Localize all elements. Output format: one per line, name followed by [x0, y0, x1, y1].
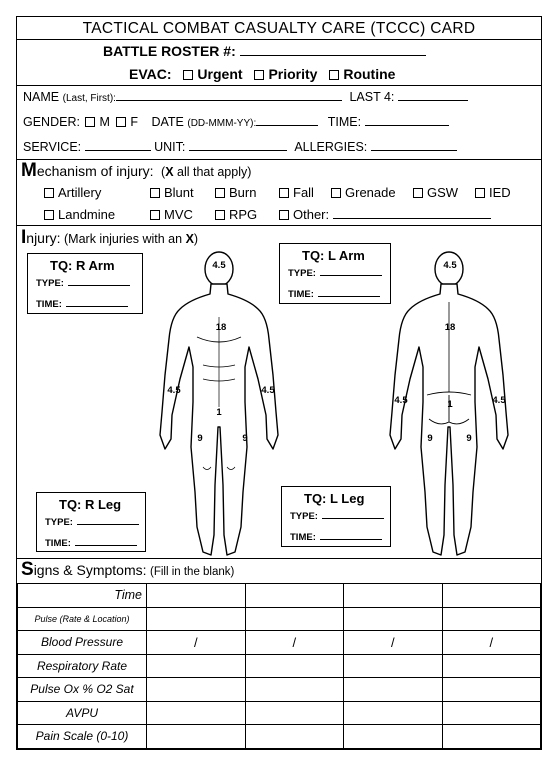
table-cell[interactable]	[344, 607, 443, 631]
date-label: DATE	[151, 115, 184, 129]
table-cell[interactable]	[344, 678, 443, 702]
mechanism-option-blunt[interactable]: Blunt	[150, 185, 194, 200]
front-head-label: 4.5	[212, 260, 226, 271]
tq-time-input[interactable]	[75, 536, 137, 546]
table-cell[interactable]	[147, 701, 246, 725]
signs-heading: Signs & Symptoms: (Fill in the blank)	[21, 559, 235, 580]
table-row	[18, 725, 541, 749]
tq-right-leg-title: TQ: R Leg	[59, 497, 122, 512]
mechanism-option-artillery[interactable]: Artillery	[44, 185, 101, 200]
tq-left-leg-title: TQ: L Leg	[304, 491, 365, 506]
back-torso-label: 18	[444, 322, 456, 333]
tq-time-input[interactable]	[66, 297, 128, 307]
table-cell[interactable]	[245, 654, 344, 678]
bp-cell[interactable]: /	[344, 631, 443, 655]
tq-right-leg-box[interactable]	[36, 492, 146, 552]
back-head-label: 4.5	[443, 260, 457, 271]
table-row	[18, 631, 541, 655]
mechanism-option-other[interactable]: Other:	[279, 207, 491, 222]
table-cell[interactable]	[442, 725, 541, 749]
name-hint: (Last, First):	[62, 93, 116, 104]
table-row	[18, 654, 541, 678]
tq-right-arm-title: TQ: R Arm	[50, 258, 115, 273]
evac-option-urgent[interactable]: Urgent	[183, 66, 242, 82]
bp-cell[interactable]: /	[442, 631, 541, 655]
tq-type-input[interactable]	[322, 509, 384, 519]
evac-label: EVAC:	[129, 66, 172, 82]
table-cell[interactable]	[442, 654, 541, 678]
name-label: NAME	[23, 90, 60, 104]
row-label-pulse-ox: Pulse Ox % O2 Sat	[18, 678, 147, 702]
back-right-arm-label: 4.5	[492, 395, 506, 406]
mechanism-option-ied[interactable]: IED	[475, 185, 511, 200]
card-title: TACTICAL COMBAT CASUALTY CARE (TCCC) CARD	[82, 20, 476, 37]
front-body-figure[interactable]	[160, 252, 278, 555]
bp-cell[interactable]: /	[147, 631, 246, 655]
mechanism-option-gsw[interactable]: GSW	[413, 185, 458, 200]
table-cell[interactable]	[344, 584, 443, 608]
tq-type-input[interactable]	[68, 276, 130, 286]
table-cell[interactable]	[442, 701, 541, 725]
mechanism-heading: Mechanism of injury: (X all that apply)	[21, 160, 252, 181]
tq-left-leg-time[interactable]: TIME:	[290, 530, 382, 543]
tq-right-arm-box[interactable]	[27, 253, 143, 314]
gender-m-label: M	[99, 115, 110, 129]
tq-left-leg-box[interactable]	[281, 486, 391, 547]
table-row	[18, 607, 541, 631]
table-cell[interactable]	[442, 607, 541, 631]
table-cell[interactable]	[344, 701, 443, 725]
row-label-avpu: AVPU	[18, 701, 147, 725]
table-cell[interactable]	[147, 725, 246, 749]
front-right-leg-label: 9	[197, 433, 203, 444]
tq-type-input[interactable]	[320, 266, 382, 276]
front-torso-label: 18	[215, 322, 227, 333]
evac-option-priority[interactable]: Priority	[254, 66, 317, 82]
unit-label: UNIT:	[154, 140, 186, 154]
allergies-label: ALLERGIES:	[294, 140, 368, 154]
tccc-card	[16, 16, 542, 750]
front-left-leg-label: 9	[242, 433, 248, 444]
mechanism-option-grenade[interactable]: Grenade	[331, 185, 396, 200]
table-cell[interactable]	[245, 678, 344, 702]
date-hint: (DD-MMM-YY):	[187, 118, 257, 129]
gender-label: GENDER:	[23, 115, 80, 129]
tq-time-input[interactable]	[318, 287, 380, 297]
table-cell[interactable]	[147, 584, 246, 608]
table-cell[interactable]	[442, 584, 541, 608]
mechanism-option-mvc[interactable]: MVC	[150, 207, 193, 222]
tq-type-input[interactable]	[77, 515, 139, 525]
tq-right-leg-type[interactable]: TYPE:	[45, 515, 139, 528]
time-label: TIME:	[327, 115, 362, 129]
table-cell[interactable]	[245, 701, 344, 725]
row-label-blood-pressure: Blood Pressure	[18, 631, 147, 655]
gender-f-label: F	[130, 115, 138, 129]
injury-heading: Injury: (Mark injuries with an X)	[21, 227, 199, 248]
tq-left-arm-time[interactable]: TIME:	[288, 287, 380, 300]
battle-roster-label: BATTLE ROSTER #:	[103, 43, 236, 59]
table-cell[interactable]	[245, 725, 344, 749]
bp-cell[interactable]: /	[245, 631, 344, 655]
table-row	[18, 678, 541, 702]
tq-right-arm-type[interactable]: TYPE:	[36, 276, 130, 289]
row-label-time: Time	[18, 584, 147, 608]
evac-option-routine[interactable]: Routine	[329, 66, 395, 82]
vitals-table	[17, 583, 541, 749]
tq-right-arm-time[interactable]: TIME:	[36, 297, 128, 310]
mechanism-option-landmine[interactable]: Landmine	[44, 207, 115, 222]
back-groin-label: 1	[447, 399, 453, 410]
table-cell[interactable]	[344, 654, 443, 678]
table-cell[interactable]	[245, 607, 344, 631]
tq-time-input[interactable]	[320, 530, 382, 540]
front-right-arm-label: 4.5	[167, 385, 181, 396]
table-cell[interactable]	[245, 584, 344, 608]
tq-left-arm-title: TQ: L Arm	[302, 248, 365, 263]
tq-left-arm-type[interactable]: TYPE:	[288, 266, 382, 279]
table-cell[interactable]	[442, 678, 541, 702]
back-left-leg-label: 9	[427, 433, 433, 444]
front-groin-label: 1	[216, 407, 222, 418]
back-left-arm-label: 4.5	[394, 395, 408, 406]
row-label-respiratory-rate: Respiratory Rate	[18, 654, 147, 678]
row-label-pain-scale: Pain Scale (0-10)	[18, 725, 147, 749]
table-cell[interactable]	[344, 725, 443, 749]
service-label: SERVICE:	[23, 140, 82, 154]
mechanism-option-rpg[interactable]: RPG	[215, 207, 257, 222]
table-row	[18, 584, 541, 608]
row-label-pulse: Pulse (Rate & Location)	[18, 607, 147, 631]
mechanism-option-burn[interactable]: Burn	[215, 185, 256, 200]
table-cell[interactable]	[147, 678, 246, 702]
tq-left-arm-box[interactable]	[279, 243, 391, 304]
tq-left-leg-type[interactable]: TYPE:	[290, 509, 384, 522]
table-cell[interactable]	[147, 654, 246, 678]
back-right-leg-label: 9	[466, 433, 472, 444]
table-row	[18, 701, 541, 725]
last4-label: LAST 4:	[349, 90, 395, 104]
tq-right-leg-time[interactable]: TIME:	[45, 536, 137, 549]
front-left-arm-label: 4.5	[261, 385, 275, 396]
table-cell[interactable]	[147, 607, 246, 631]
mechanism-option-fall[interactable]: Fall	[279, 185, 314, 200]
